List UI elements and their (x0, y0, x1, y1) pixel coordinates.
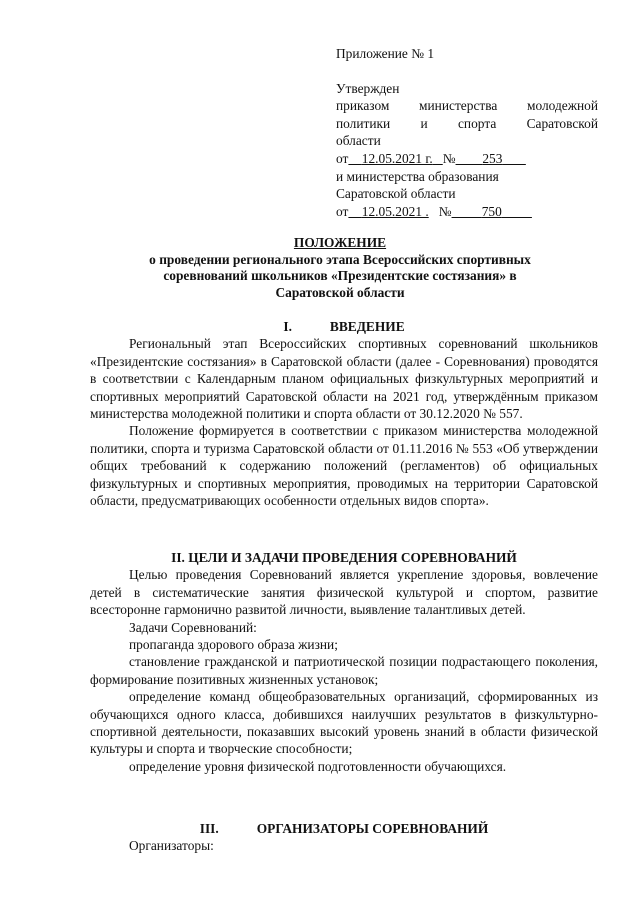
section-2-paragraph-6: определение уровня физической подготовленности обучающихся. (129, 758, 507, 774)
section-2-heading: II. ЦЕЛИ И ЗАДАЧИ ПРОВЕДЕНИЯ СОРЕВНОВАНИЙ (171, 550, 517, 565)
approval-line-5: и министерства образования (336, 168, 499, 184)
section-2-paragraph-2: Задачи Соревнований: (129, 619, 257, 635)
section-2-paragraph-5: определение команд общеобразовательных организаций, сформированных из обучающихся одного класса, добившихся наилучших результатов в физкультурно-спортивной деятельности, показавших высокий уровень знаний в области физической культуры и спорта и творческие способности; (90, 689, 598, 757)
approval-order-1 (336, 150, 598, 168)
section-3-paragraph-1: Организаторы: (129, 838, 214, 854)
order-1-date-text: 12.05.2021 г. (361, 150, 433, 166)
section-1-title: ВВЕДЕНИЕ (329, 319, 405, 334)
section-2-paragraph-1: Целью проведения Соревнований является укрепление здоровья, вовлечение детей в систематические занятия физической культурой и спортом, развитие всесторонне гармонично развитой личности, выявление талантливых детей. (90, 567, 598, 618)
section-1-paragraph-1: Региональный этап Всероссийских спортивных соревнований школьников «Президентские состязания» в Саратовской области (далее - Соревнования) проводятся в соответствии с Календарным планом официальных физкультурных мероприятий и спортивных мероприятий Саратовской области на 2021 год, утверждённым приказом министерства молодежной политики и спорта области от 30.12.2020 № 557. (90, 336, 598, 422)
title-main: ПОЛОЖЕНИЕ (293, 235, 387, 250)
title-line-2: о проведении регионального этапа Всероссийских спортивных (149, 251, 531, 267)
section-introduction (90, 318, 598, 509)
section-2-paragraph-4: становление гражданской и патриотической позиции подрастающего поколения, формирование позитивных жизненных установок; (90, 654, 598, 687)
order-from-label: от (336, 203, 349, 219)
order-1-number (456, 151, 526, 166)
approval-order-2 (336, 203, 598, 221)
section-goals (90, 549, 598, 775)
order-1-date (348, 151, 442, 166)
order-2-number (452, 204, 532, 219)
section-1-paragraph-2: Положение формируется в соответствии с приказом министерства молодежной политики, спорта и туризма Саратовской области от 01.11.2016 № 553 «Об утверждении общих требований к содержанию положений (регламентов) об официальных физкультурных и спортивных мероприятия, проводимых на территории Саратовской области, предусматривающих особенности отдельных видов спорта». (90, 423, 598, 509)
document-title (100, 235, 580, 301)
order-no-label: № (438, 203, 452, 219)
section-3-number: III. (199, 821, 219, 836)
order-2-date-text: 12.05.2021 . (361, 203, 429, 219)
appendix-label: Приложение № 1 (336, 46, 435, 61)
approval-line-1: приказом министерства молодежной (336, 98, 598, 114)
approval-line-3: области (336, 133, 381, 149)
title-line-4: Саратовской области (275, 284, 405, 300)
section-organizers (90, 820, 598, 855)
order-2-number-text: 750 (481, 203, 502, 219)
section-2-paragraph-3: пропаганда здорового образа жизни; (129, 637, 338, 653)
title-line-3: соревнований школьников «Президентские состязания» в (163, 268, 517, 283)
order-2-date (348, 204, 428, 219)
order-no-label: № (442, 150, 456, 166)
approved-label: Утвержден (336, 80, 400, 96)
order-1-number-text: 253 (482, 150, 503, 166)
section-1-number: I. (283, 319, 292, 334)
section-3-heading (90, 820, 598, 837)
order-from-label: от (336, 150, 349, 166)
approval-line-6: Саратовской области (336, 186, 456, 202)
section-1-heading (90, 318, 598, 335)
approval-line-2: политики и спорта Саратовской (336, 115, 598, 131)
section-3-title: ОРГАНИЗАТОРЫ СОРЕВНОВАНИЙ (256, 821, 489, 836)
approval-block (336, 45, 598, 220)
